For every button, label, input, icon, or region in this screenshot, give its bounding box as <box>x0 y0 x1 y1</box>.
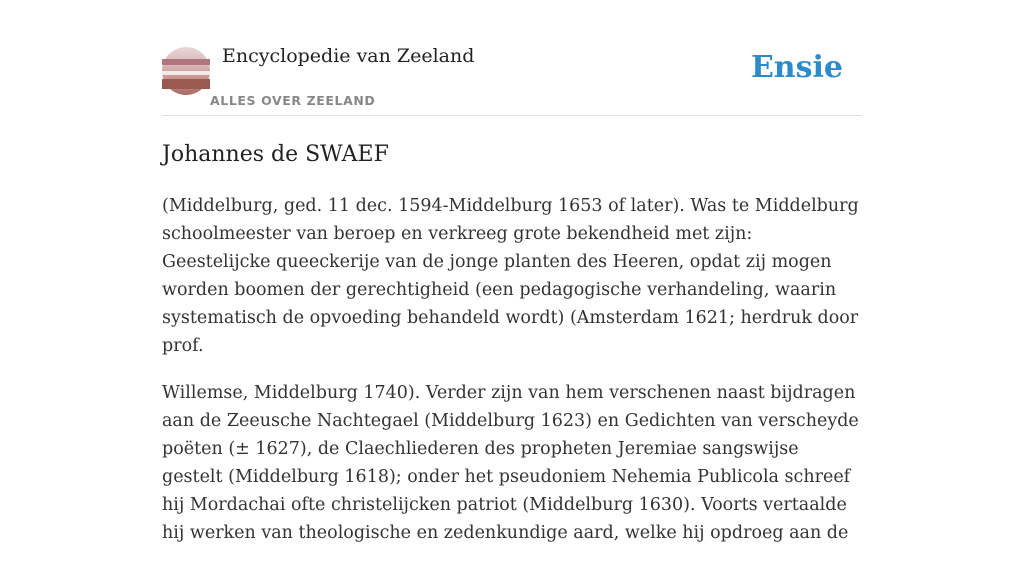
article-paragraph: (Middelburg, ged. 11 dec. 1594-Middelburg 1653 of later). Was te Middelburg schoolmeester van beroep en verkreeg grote bekendheid met zijn: Geestelijcke queeckerije van de jonge planten des Heeren, opdat zij mogen worden boomen der gerechtigheid (een pedagogische verhandeling, waarin systematisch de opvoeding behandeld wordt) (Amsterdam 1621; herdruk door prof. <box>162 196 859 356</box>
avatar-band <box>162 59 210 65</box>
article <box>162 138 862 566</box>
site-avatar[interactable] <box>162 47 210 95</box>
site-header <box>162 0 862 116</box>
ensie-logo-link[interactable]: Ensie <box>750 50 843 85</box>
avatar-band <box>162 71 210 75</box>
site-subtitle: ALLES OVER ZEELAND <box>210 93 376 108</box>
article-title: Johannes de SWAEF <box>162 142 389 167</box>
avatar-band <box>162 79 210 89</box>
site-title[interactable]: Encyclopedie van Zeeland <box>222 45 475 67</box>
article-paragraph: Willemse, Middelburg 1740). Verder zijn van hem verschenen naast bijdragen aan de Zeeusche Nachtegael (Middelburg 1623) en Gedichten van verscheyde poëten (± 1627), de Claechliederen des propheten Jeremiae sangswijse gestelt (Middelburg 1618); onder het pseudoniem Nehemia Publicola schreef hij Mordachai ofte christelijcken patriot (Middelburg 1630). Voorts vertaalde hij werken van theologische en zedenkundige aard, welke hij opdroeg aan de <box>162 383 859 543</box>
